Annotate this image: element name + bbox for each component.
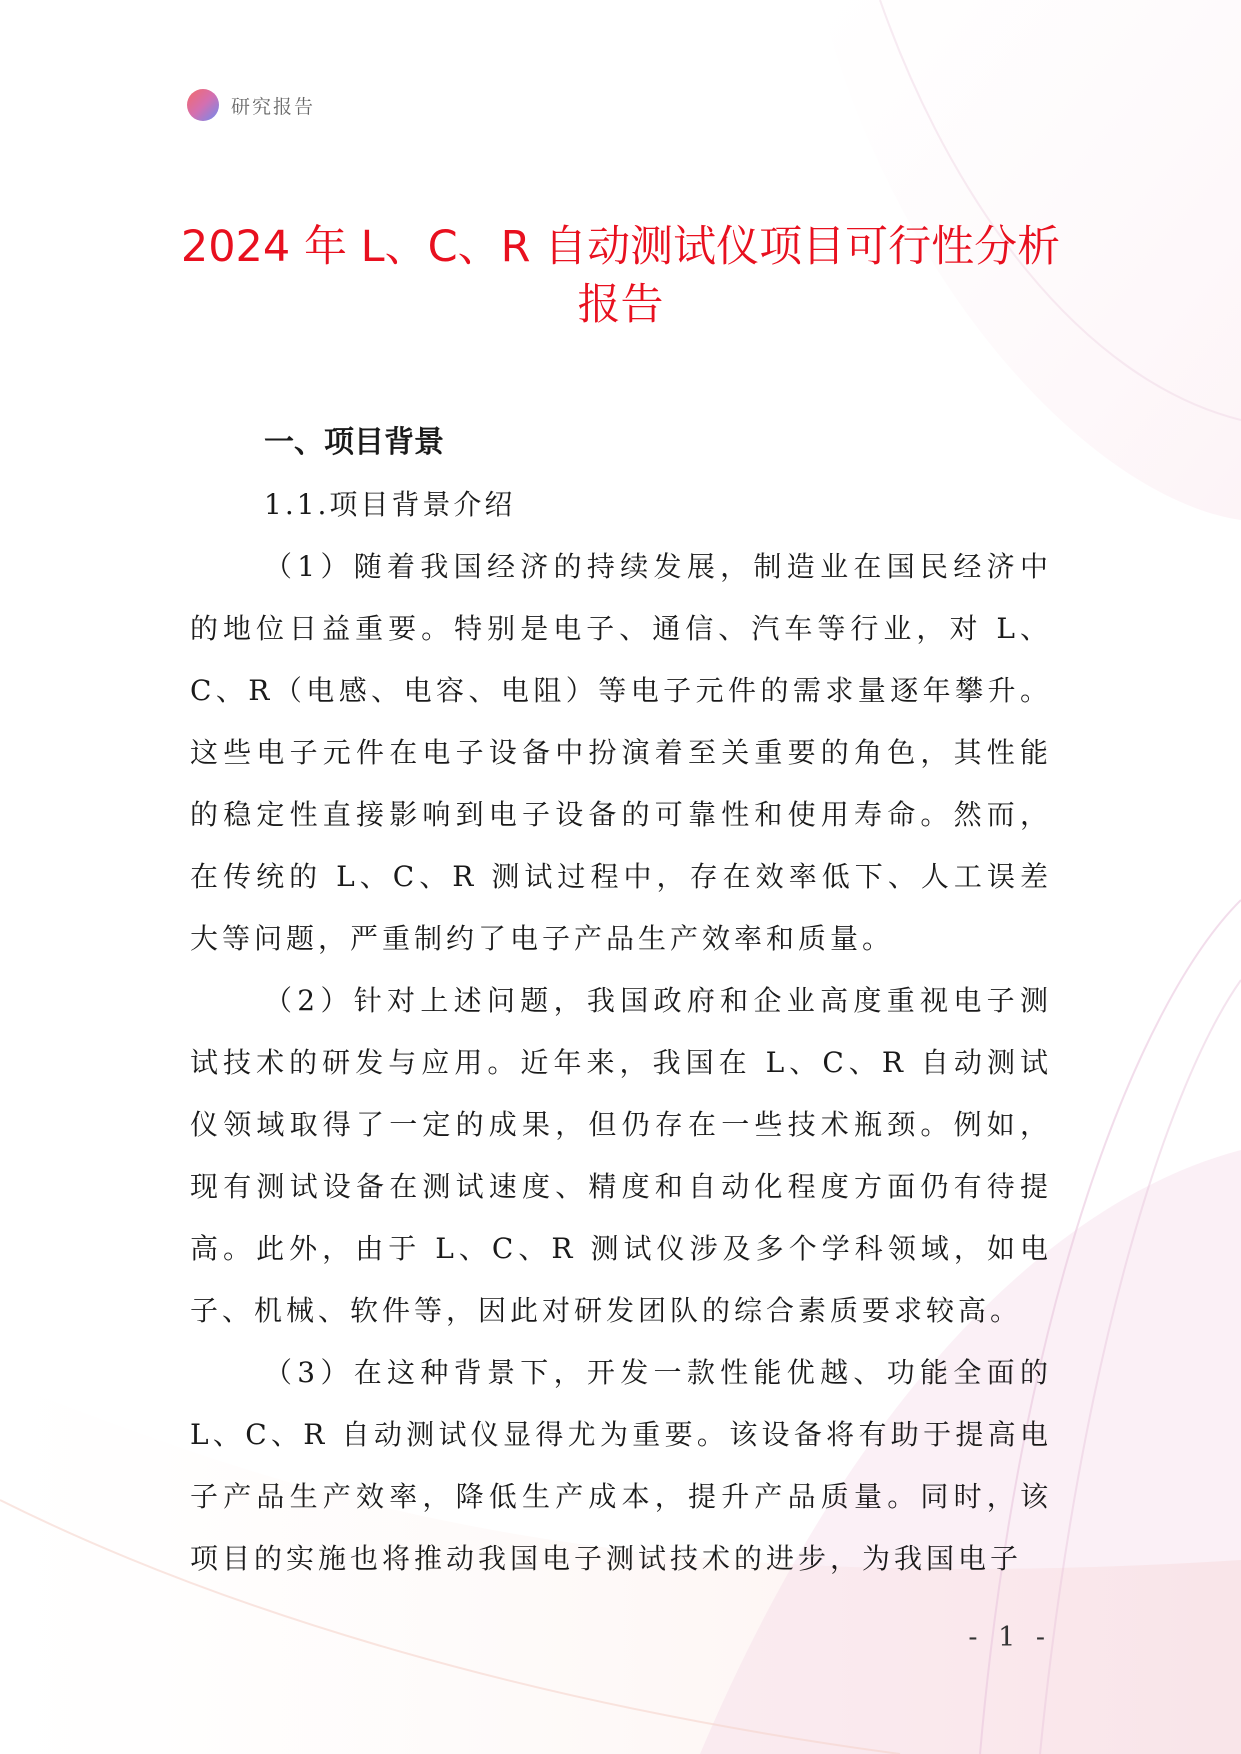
header-label: 研究报告 bbox=[231, 95, 316, 118]
document-body bbox=[190, 412, 1052, 1590]
document-title bbox=[160, 218, 1081, 334]
paragraph-3: （3）在这种背景下，开发一款性能优越、功能全面的 L、C、R 自动测试仪显得尤为重要。该设备将有助于提高电子产品生产效率，降低生产成本，提升产品质量。同时，该项目的实施也将推动我国电子测试技术的进步，为我国电子 bbox=[190, 1356, 1052, 1575]
title-line-2: 报告 bbox=[577, 280, 664, 330]
subsection-heading: 1.1.项目背景介绍 bbox=[264, 488, 516, 521]
page-number: - 1 - bbox=[968, 1622, 1051, 1653]
title-line-1: 2024 年 L、C、R 自动测试仪项目可行性分析 bbox=[180, 222, 1061, 272]
paragraph-2: （2）针对上述问题，我国政府和企业高度重视电子测试技术的研发与应用。近年来，我国在 L、C、R 自动测试仪领域取得了一定的成果，但仍存在一些技术瓶颈。例如，现有测试设备在测试速度、精度和自动化程度方面仍有待提高。此外，由于 L、C、R 测试仪涉及多个学科领域，如电子、机械、软件等，因此对研发团队的综合素质要求较高。 bbox=[190, 984, 1052, 1327]
paragraph-1: （1）随着我国经济的持续发展，制造业在国民经济中的地位日益重要。特别是电子、通信、汽车等行业，对 L、C、R（电感、电容、电阻）等电子元件的需求量逐年攀升。这些电子元件在电子设备中扮演着至关重要的角色，其性能的稳定性直接影响到电子设备的可靠性和使用寿命。然而，在传统的 L、C、R 测试过程中，存在效率低下、人工误差大等问题，严重制约了电子产品生产效率和质量。 bbox=[190, 550, 1052, 955]
section-heading: 一、项目背景 bbox=[264, 425, 444, 460]
logo-icon bbox=[187, 89, 219, 121]
document-header bbox=[187, 88, 315, 122]
